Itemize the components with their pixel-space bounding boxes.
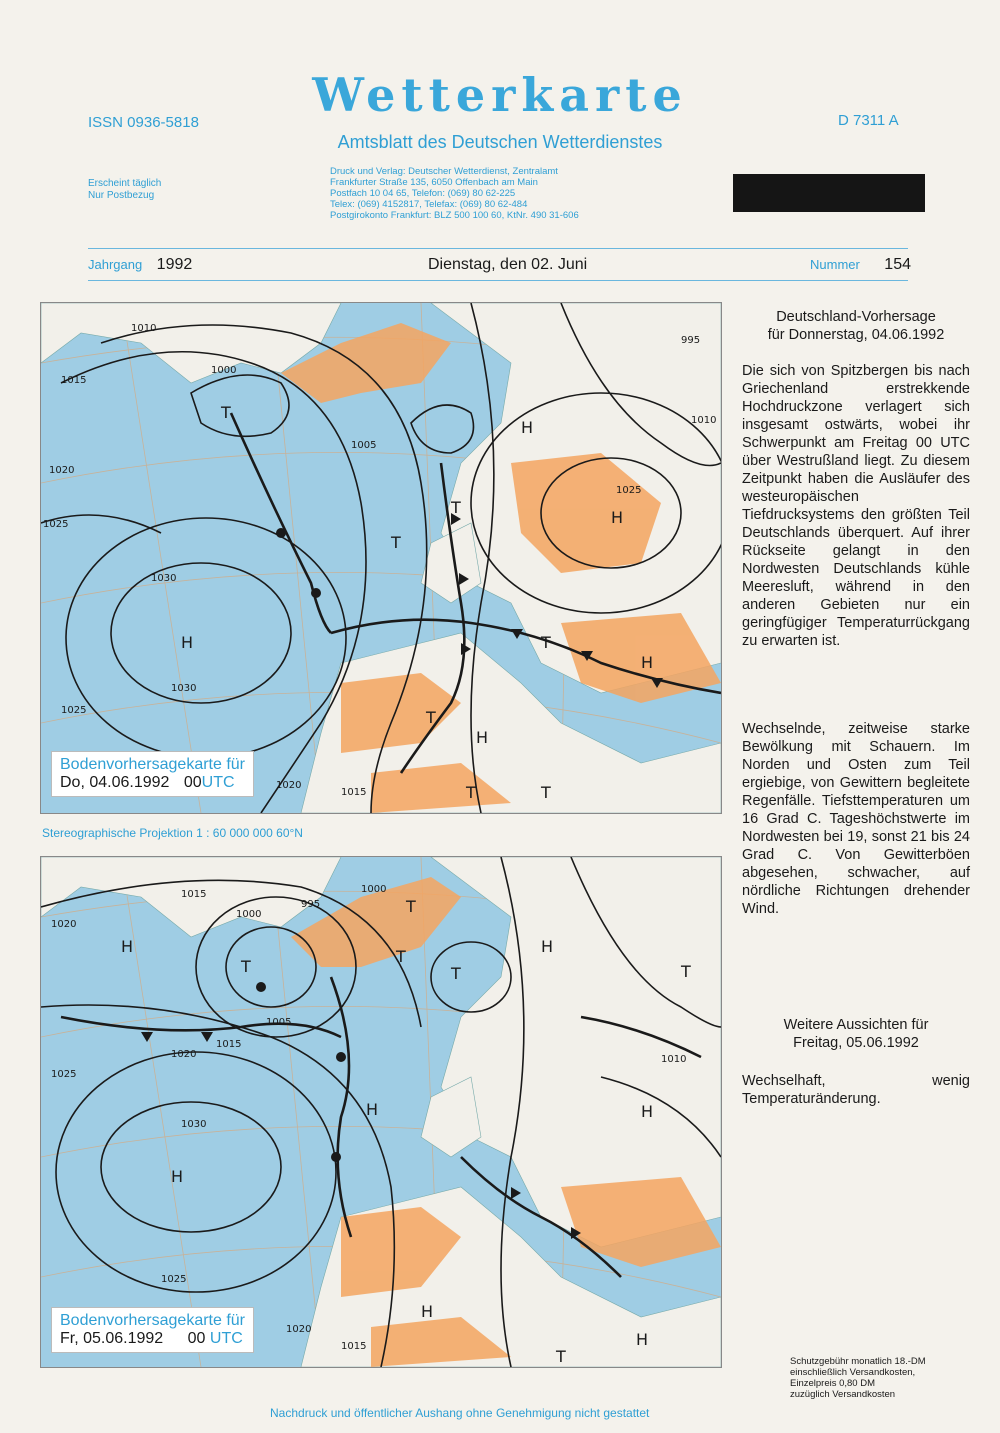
outlook-heading-line2: Freitag, 05.06.1992 [793, 1035, 919, 1051]
isobar-label: 1015 [181, 889, 207, 900]
high-center: H [476, 728, 489, 747]
volume-label: Jahrgang [88, 257, 143, 272]
isobar-label: 1000 [211, 365, 237, 376]
isobar-label: 1010 [661, 1054, 687, 1065]
isobar-label: 1020 [286, 1324, 312, 1335]
isobar-label: 1020 [49, 465, 75, 476]
legend-time: 00 [183, 774, 202, 791]
low-center: T [241, 957, 251, 976]
forecast-heading-line2: für Donnerstag, 04.06.1992 [767, 327, 945, 343]
fee-line: Schutzgebühr monatlich 18.-DM [790, 1356, 926, 1367]
publisher-line: Frankfurter Straße 135, 6050 Offenbach am Main [330, 177, 538, 188]
redacted-box [733, 174, 925, 212]
volume-year: 1992 [156, 256, 193, 273]
isobar-label: 1025 [161, 1274, 187, 1285]
outlook-heading [742, 1016, 970, 1052]
isobar-label: 1030 [151, 573, 177, 584]
high-center: H [121, 937, 134, 956]
map-legend [51, 1307, 254, 1353]
isobar-label: 1025 [616, 485, 642, 496]
isobar-label: 1015 [216, 1039, 242, 1050]
isobar-label: 1010 [131, 323, 157, 334]
isobar-label: 995 [681, 335, 701, 346]
low-center: T [221, 403, 231, 422]
isobar-label: 1015 [341, 1341, 367, 1352]
isobar-label: 1000 [361, 884, 387, 895]
isobar-label: 1020 [276, 780, 302, 791]
legend-tz: UTC [201, 774, 235, 791]
high-center: H [366, 1100, 379, 1119]
legend-tz: UTC [209, 1330, 243, 1347]
publisher-block [330, 166, 579, 221]
appearance-line: Nur Postbezug [88, 190, 155, 201]
forecast-paragraph: Die sich von Spitzbergen bis nach Griechenland erstrekkende Hochdruckzone verlagert sich insgesamt ostwärts, wobei ihr Schwerpunkt am Freitag 00 UTC über Westrußland liegt. Zu diesem Zeitpunkt haben die Ausläufer des westeuropäischen Tiefdrucksystems den größten Teil Deutschlands überquert. Auf ihrer Rückseite gelangt in den Nordwesten Deutschlands kühle Meeresluft, während in den anderen Gebieten nur ein geringfügiger Temperaturrückgang zu erwarten ist. [742, 363, 970, 649]
legend-datetime [60, 774, 245, 792]
high-center: H [636, 1330, 649, 1349]
publisher-line: Druck und Verlag: Deutscher Wetterdienst, Zentralamt [330, 166, 558, 177]
isobar-label: 1030 [181, 1119, 207, 1130]
low-center: T [406, 897, 416, 916]
postal-code: D 7311 A [838, 112, 899, 129]
isobar-label: 1025 [43, 519, 69, 530]
divider-bottom [88, 280, 908, 281]
isobar-label: 1010 [691, 415, 717, 426]
outlook-text: Wechselhaft, wenig Temperaturänderung. [742, 1073, 970, 1107]
isobar-label: 1015 [61, 375, 87, 386]
appearance-note [88, 178, 161, 202]
forecast-heading [742, 308, 970, 344]
appearance-line: Erscheint täglich [88, 178, 162, 189]
low-center: T [451, 964, 461, 983]
isobar-label: 1020 [51, 919, 77, 930]
forecast-heading-line1: Deutschland-Vorhersage [776, 309, 936, 325]
high-center: H [641, 1102, 654, 1121]
divider-top [88, 248, 908, 249]
fee-note [790, 1356, 926, 1400]
legend-time: 00 [187, 1330, 206, 1347]
low-center: T [396, 947, 406, 966]
fee-line: zuzüglich Versandkosten [790, 1389, 896, 1400]
forecast-map-friday [40, 856, 722, 1368]
low-center: T [466, 783, 476, 802]
high-center: H [611, 508, 624, 527]
outlook-heading-line1: Weitere Aussichten für [783, 1017, 929, 1033]
legend-title: Bodenvorhersagekarte für [60, 1312, 245, 1329]
high-center: H [521, 418, 534, 437]
high-center: H [541, 937, 554, 956]
isobar-label: 1025 [61, 705, 87, 716]
issue-date: Dienstag, den 02. Juni [428, 256, 588, 273]
high-center: H [641, 653, 654, 672]
isobar-label: 1005 [351, 440, 377, 451]
low-center: T [391, 533, 401, 552]
reprint-notice: Nachdruck und öffentlicher Aushang ohne Genehmigung nicht gestattet [270, 1406, 650, 1420]
high-center: H [171, 1167, 184, 1186]
isobar-label: 1015 [341, 787, 367, 798]
isobar-label: 1020 [171, 1049, 197, 1060]
forecast-map-thursday [40, 302, 722, 814]
fee-line: einschließlich Versandkosten, [790, 1367, 916, 1378]
map-legend [51, 751, 254, 797]
projection-note: Stereographische Projektion 1 : 60 000 000 60°N [42, 826, 303, 840]
low-center: T [681, 962, 691, 981]
isobar-label: 1030 [171, 683, 197, 694]
publisher-line: Postgirokonto Frankfurt: BLZ 500 100 60, KtNr. 490 31-606 [330, 210, 579, 221]
high-center: H [181, 633, 194, 652]
publication-subtitle: Amtsblatt des Deutschen Wetterdienstes [337, 132, 663, 152]
publication-title: Wetterkarte [312, 68, 688, 122]
issue-number [810, 256, 911, 274]
issn-number: ISSN 0936-5818 [88, 114, 199, 131]
isobar-label: 995 [301, 899, 321, 910]
publisher-line: Postfach 10 04 65, Telefon: (069) 80 62-225 [330, 188, 516, 199]
low-center: T [541, 783, 551, 802]
isobar-label: 1025 [51, 1069, 77, 1080]
legend-title: Bodenvorhersagekarte für [60, 756, 245, 773]
low-center: T [541, 633, 551, 652]
low-center: T [556, 1347, 566, 1366]
number-value: 154 [884, 256, 911, 273]
forecast-paragraph: Wechselnde, zeitweise starke Bewölkung mit Schauern. Im Norden und Osten zum Teil ergiebige, von Gewittern begleitete Regenfälle. Tiefsttemperaturen um 16 Grad C. Tageshöchstwerte im Nordwesten bei 19, sonst 21 bis 24 Grad C. Von Gewitterböen abgesehen, schwacher, auf nördliche Richtungen drehender Wind. [742, 721, 970, 917]
volume [88, 256, 192, 274]
high-center: H [421, 1302, 434, 1321]
legend-date: Do, 04.06.1992 [60, 774, 170, 791]
map-graphic [41, 857, 721, 1367]
legend-datetime [60, 1330, 245, 1348]
low-center: T [451, 498, 461, 517]
number-label: Nummer [810, 257, 860, 272]
low-center: T [426, 708, 436, 727]
isobar-label: 1005 [266, 1017, 292, 1028]
fee-line: Einzelpreis 0,80 DM [790, 1378, 876, 1389]
isobar-label: 1000 [236, 909, 262, 920]
publisher-line: Telex: (069) 4152817, Telefax: (069) 80 62-484 [330, 199, 528, 210]
map-graphic [41, 303, 721, 813]
legend-date: Fr, 05.06.1992 [60, 1330, 164, 1347]
